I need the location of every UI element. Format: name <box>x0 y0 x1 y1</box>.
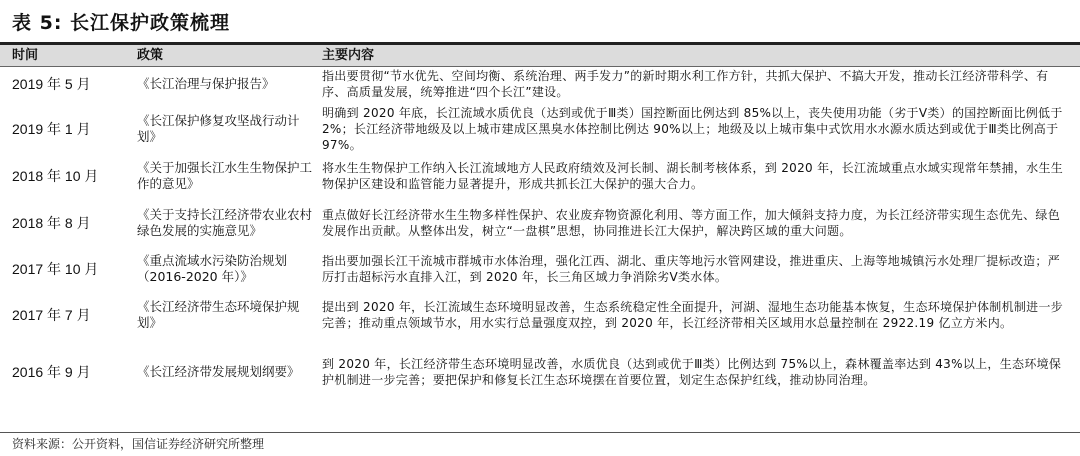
row-policy-text: 《长江经济带生态环境保护规划》 <box>137 299 300 330</box>
row-policy-text: 《关于加强长江水生生物保护工作的意见》 <box>137 160 313 191</box>
row-policy-text: 《长江保护修复攻坚战行动计划》 <box>137 113 300 144</box>
table-row <box>0 157 1080 195</box>
row-content-text: 指出要贯彻“节水优先、空间均衡、系统治理、两手发力”的新时期水利工作方针，共抓大保护、不搞大开发，推动长江经济带科学、有序、高质量发展，统筹推进“四个长江”建设。 <box>322 69 1049 99</box>
row-policy <box>137 67 317 101</box>
row-content-text: 提出到 2020 年，长江流域生态环境明显改善，生态系统稳定性全面提升，河湖、湿地生态功能基本恢复，生态环境保护体制机制进一步完善；推动重点领域节水，用水实行总量强度双控，到 2020 年，长江经济带相关区域用水总量控制在 2922.19 亿立方米内。 <box>322 300 1064 330</box>
table-header <box>0 45 1080 67</box>
row-date: 2017 年 7 月 <box>12 307 91 323</box>
table-row <box>0 287 1080 343</box>
header-content: 主要内容 <box>322 48 375 63</box>
row-policy-text: 《长江治理与保护报告》 <box>137 76 275 91</box>
header-policy: 政策 <box>137 48 164 63</box>
table-row <box>0 101 1080 157</box>
row-policy <box>137 101 317 157</box>
table-body <box>0 67 1080 401</box>
row-content <box>322 101 1070 157</box>
table-row <box>0 251 1080 287</box>
row-policy-text: 《关于支持长江经济带农业农村绿色发展的实施意见》 <box>137 207 313 238</box>
table-row <box>0 195 1080 251</box>
row-policy <box>137 251 317 287</box>
row-content-text: 到 2020 年，长江经济带生态环境明显改善，水质优良（达到或优于Ⅲ类）比例达到 75%以上，森林覆盖率达到 43%以上，生态环境保护机制进一步完善；要把保护和修复长江生态环境摆在首要位置，划定生态保护红线，推动协同治理。 <box>322 357 1062 387</box>
row-policy <box>137 343 317 401</box>
row-content-text: 明确到 2020 年底，长江流域水质优良（达到或优于Ⅲ类）国控断面比例达到 85%以上，丧失使用功能（劣于Ⅴ类）的国控断面比例低于 2%；长江经济带地级及以上城市建成区黑臭水体控制比例达 90%以上；地级及以上城市集中式饮用水水源水质达到或优于Ⅲ类比例高于 97%。 <box>322 106 1063 152</box>
row-content <box>322 251 1070 287</box>
row-content <box>322 287 1070 343</box>
row-date: 2016 年 9 月 <box>12 364 91 380</box>
table-title: 表 5: 长江保护政策梳理 <box>12 12 231 34</box>
table-bottom-divider <box>0 432 1080 433</box>
row-policy <box>137 157 317 195</box>
row-content-text: 重点做好长江经济带水生生物多样性保护、农业废弃物资源化利用、等方面工作，加大倾斜支持力度，为长江经济带实现生态优先、绿色发展作出贡献。从整体出发，树立“一盘棋”思想，协同推进长江大保护，解决跨区域的重大问题。 <box>322 208 1061 238</box>
row-content-text: 指出要加强长江干流城市群城市水体治理，强化江西、湖北、重庆等地污水管网建设，推进重庆、上海等地城镇污水处理厂提标改造；严厉打击超标污水直排入江，到 2020 年，长三角区域力争消除劣Ⅴ类水体。 <box>322 254 1061 284</box>
row-policy-text: 《长江经济带发展规划纲要》 <box>137 364 300 379</box>
row-policy <box>137 287 317 343</box>
row-date: 2018 年 10 月 <box>12 168 99 184</box>
row-content <box>322 195 1070 251</box>
row-content <box>322 157 1070 195</box>
row-date: 2018 年 8 月 <box>12 215 91 231</box>
header-time: 时间 <box>12 48 39 63</box>
table-row <box>0 67 1080 101</box>
source-note: 资料来源：公开资料，国信证券经济研究所整理 <box>12 437 265 451</box>
row-date: 2019 年 5 月 <box>12 76 91 92</box>
table-row <box>0 343 1080 401</box>
row-date: 2019 年 1 月 <box>12 121 91 137</box>
row-content <box>322 67 1070 101</box>
row-content <box>322 343 1070 401</box>
row-date: 2017 年 10 月 <box>12 261 99 277</box>
row-content-text: 将水生生物保护工作纳入长江流域地方人民政府绩效及河长制、湖长制考核体系，到 2020 年，长江流域重点水域实现常年禁捕，水生生物保护区建设和监管能力显著提升，形成共抓长江大保护的强大合力。 <box>322 161 1064 191</box>
row-policy-text: 《重点流域水污染防治规划（2016-2020 年）》 <box>137 253 288 284</box>
row-policy <box>137 195 317 251</box>
